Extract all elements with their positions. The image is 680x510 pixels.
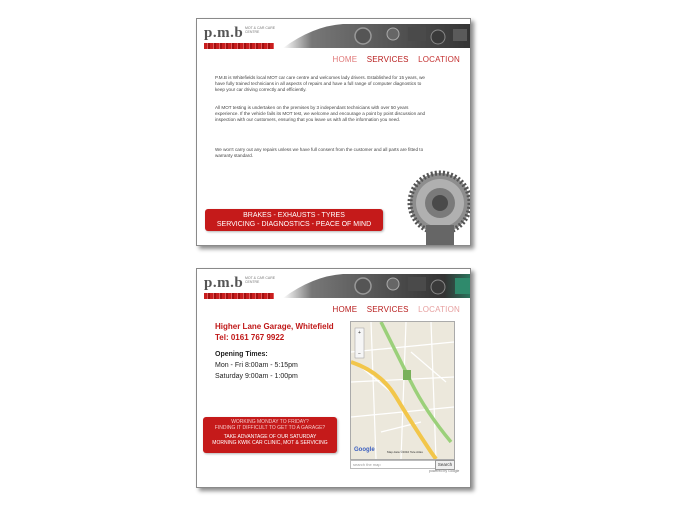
garage-name: Higher Lane Garage, Whitefield (215, 322, 334, 331)
nav-services-link[interactable]: SERVICES (366, 55, 409, 64)
engine-banner-image (283, 24, 470, 48)
phone-number[interactable]: Tel: 0161 767 9922 (215, 333, 285, 342)
home-page-screenshot (196, 18, 471, 246)
logo-text: p.m.b (204, 25, 244, 41)
gear-image (388, 165, 470, 245)
location-page-screenshot (196, 268, 471, 488)
pmb-logo[interactable] (204, 275, 274, 301)
nav-home-link[interactable]: HOME (332, 305, 358, 314)
map-search-input[interactable]: search the map (350, 460, 436, 469)
services-line-1: BRAKES - EXHAUSTS - TYRES (243, 212, 345, 219)
saturday-hours: Saturday 9:00am - 1:00pm (215, 373, 298, 380)
google-map-brand: Google (354, 447, 375, 453)
opening-times (215, 349, 298, 382)
map-data-credit: Map data ©2010 Tele Atlas (387, 450, 423, 454)
engine-banner-image (283, 274, 470, 298)
pmb-logo[interactable] (204, 25, 274, 51)
logo-stripe (204, 43, 274, 49)
promo-line-3: TAKE ADVANTAGE OF OUR SATURDAY (223, 434, 317, 440)
services-banner (205, 209, 383, 231)
nav-home-link[interactable]: HOME (332, 55, 358, 64)
main-nav (325, 305, 460, 314)
contact-heading (215, 321, 334, 343)
promo-line-2: FINDING IT DIFFICULT TO GET TO A GARAGE? (214, 425, 326, 431)
weekday-hours: Mon - Fri 8:00am - 5:15pm (215, 362, 298, 369)
intro-paragraph: P.M.B is Whitefields local MOT car care centre and welcomes lady drivers. Established for 15 years, we have fully trained technicians in all aspects of repairs and have a full range of computer diagnostics to keep your car driving correctly and efficiently. (215, 75, 425, 92)
services-line-2: SERVICING - DIAGNOSTICS - PEACE OF MIND (216, 221, 372, 228)
saturday-promo-banner[interactable] (203, 417, 337, 453)
map-search-button[interactable]: Search (435, 460, 455, 470)
mot-paragraph: All MOT testing is undertaken on the premises by 3 independant technicians with over 50 years experience. If the vehicle fails its MOT test, we welcome and encourage a point by point discussion and inspection with our customers, ensuring that you leave us with all the information you need. (215, 105, 426, 122)
promo-line-4: MORNING KWIK CAR CLINIC, MOT & SERVICING (212, 440, 328, 446)
logo-tagline: MOT & CAR CARE CENTRE (245, 276, 276, 284)
nav-location-link[interactable]: LOCATION (418, 55, 460, 64)
nav-services-link[interactable]: SERVICES (366, 305, 409, 314)
powered-by-google: powered by Google (429, 469, 460, 473)
opening-times-heading: Opening Times: (215, 351, 268, 358)
nav-location-link[interactable]: LOCATION (418, 305, 460, 314)
logo-text: p.m.b (204, 275, 244, 291)
google-map[interactable] (350, 321, 455, 460)
logo-stripe (204, 293, 274, 299)
logo-tagline: MOT & CAR CARE CENTRE (245, 26, 276, 34)
repairs-paragraph: We won't carry out any repairs unless we have full consent from the customer and all parts are fitted to warranty standard. (215, 147, 424, 158)
svg-text:+: + (358, 330, 361, 336)
svg-text:−: − (358, 351, 361, 357)
promo-line-1: WORKING MONDAY TO FRIDAY? (231, 419, 309, 425)
main-nav (325, 55, 460, 64)
